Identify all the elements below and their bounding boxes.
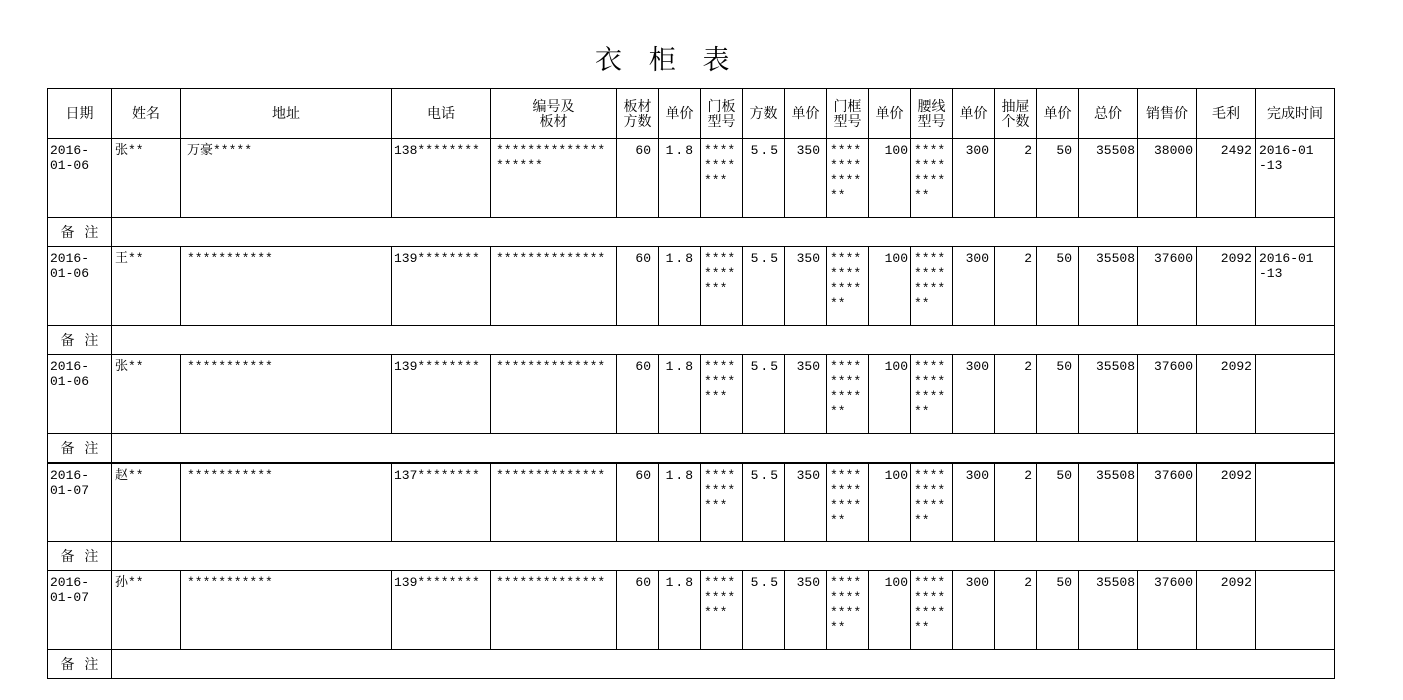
waist-model-cell: ************** bbox=[911, 463, 953, 542]
sale-price-cell: 37600 bbox=[1138, 247, 1197, 326]
door-qty-cell: 5.5 bbox=[743, 247, 785, 326]
waist-price-cell: 300 bbox=[953, 463, 995, 542]
header-board-qty: 板材 方数 bbox=[617, 89, 659, 139]
name-cell: 赵** bbox=[112, 463, 181, 542]
drawer-count-cell: 2 bbox=[995, 463, 1037, 542]
document-title: 衣 柜 表 bbox=[595, 45, 730, 75]
frame-model-cell: ************** bbox=[827, 463, 869, 542]
sale-price-cell: 38000 bbox=[1138, 139, 1197, 218]
profit-cell: 2092 bbox=[1197, 463, 1256, 542]
address-cell: *********** bbox=[181, 247, 392, 326]
done-date-cell bbox=[1256, 571, 1335, 650]
table-row bbox=[48, 247, 1335, 326]
done-date-cell bbox=[1256, 355, 1335, 434]
drawer-count-cell: 2 bbox=[995, 571, 1037, 650]
total-cell: 35508 bbox=[1079, 139, 1138, 218]
board-qty-cell: 60 bbox=[617, 247, 659, 326]
header-waist-model: 腰线 型号 bbox=[911, 89, 953, 139]
waist-price-cell: 300 bbox=[953, 571, 995, 650]
frame-model-cell: ************** bbox=[827, 571, 869, 650]
drawer-count-cell: 2 bbox=[995, 247, 1037, 326]
code-board-cell: ******************** bbox=[491, 139, 617, 218]
door-price-cell: 350 bbox=[785, 247, 827, 326]
name-cell: 孙** bbox=[112, 571, 181, 650]
door-qty-cell: 5.5 bbox=[743, 355, 785, 434]
sale-price-cell: 37600 bbox=[1138, 463, 1197, 542]
door-qty-cell: 5.5 bbox=[743, 463, 785, 542]
date-cell: 2016-01-07 bbox=[48, 571, 112, 650]
frame-price-cell: 100 bbox=[869, 139, 911, 218]
header-profit: 毛利 bbox=[1197, 89, 1256, 139]
frame-price-cell: 100 bbox=[869, 571, 911, 650]
done-date-cell: 2016-01-13 bbox=[1256, 247, 1335, 326]
board-price-cell: 1.8 bbox=[659, 571, 701, 650]
board-qty-cell: 60 bbox=[617, 571, 659, 650]
header-phone: 电话 bbox=[392, 89, 491, 139]
header-date: 日期 bbox=[48, 89, 112, 139]
date-cell: 2016-01-06 bbox=[48, 247, 112, 326]
code-board-cell: ************** bbox=[491, 247, 617, 326]
code-board-cell: ************** bbox=[491, 355, 617, 434]
header-drawer-price: 单价 bbox=[1037, 89, 1079, 139]
name-cell: 张** bbox=[112, 139, 181, 218]
header-frame-model: 门框 型号 bbox=[827, 89, 869, 139]
note-cell bbox=[112, 326, 1335, 355]
note-label: 备 注 bbox=[48, 434, 112, 463]
door-model-cell: *********** bbox=[701, 355, 743, 434]
frame-price-cell: 100 bbox=[869, 247, 911, 326]
note-cell bbox=[112, 542, 1335, 571]
table-row bbox=[48, 463, 1335, 542]
door-price-cell: 350 bbox=[785, 571, 827, 650]
board-qty-cell: 60 bbox=[617, 463, 659, 542]
total-cell: 35508 bbox=[1079, 247, 1138, 326]
drawer-price-cell: 50 bbox=[1037, 247, 1079, 326]
note-cell bbox=[112, 218, 1335, 247]
waist-model-cell: ************** bbox=[911, 139, 953, 218]
sale-price-cell: 37600 bbox=[1138, 355, 1197, 434]
header-waist-price: 单价 bbox=[953, 89, 995, 139]
header-code-board: 编号及 板材 bbox=[491, 89, 617, 139]
header-address: 地址 bbox=[181, 89, 392, 139]
drawer-price-cell: 50 bbox=[1037, 139, 1079, 218]
board-qty-cell: 60 bbox=[617, 139, 659, 218]
board-qty-cell: 60 bbox=[617, 355, 659, 434]
done-date-cell: 2016-01-13 bbox=[1256, 139, 1335, 218]
door-model-cell: *********** bbox=[701, 139, 743, 218]
total-cell: 35508 bbox=[1079, 463, 1138, 542]
date-cell: 2016-01-06 bbox=[48, 355, 112, 434]
note-row bbox=[48, 650, 1335, 679]
sale-price-cell: 37600 bbox=[1138, 571, 1197, 650]
door-model-cell: *********** bbox=[701, 571, 743, 650]
note-cell bbox=[112, 650, 1335, 679]
door-model-cell: *********** bbox=[701, 463, 743, 542]
note-row bbox=[48, 218, 1335, 247]
date-cell: 2016-01-06 bbox=[48, 139, 112, 218]
profit-cell: 2492 bbox=[1197, 139, 1256, 218]
door-price-cell: 350 bbox=[785, 355, 827, 434]
drawer-count-cell: 2 bbox=[995, 355, 1037, 434]
frame-model-cell: ************** bbox=[827, 247, 869, 326]
profit-cell: 2092 bbox=[1197, 571, 1256, 650]
phone-cell: 139******** bbox=[392, 571, 491, 650]
note-label: 备 注 bbox=[48, 650, 112, 679]
drawer-count-cell: 2 bbox=[995, 139, 1037, 218]
board-price-cell: 1.8 bbox=[659, 355, 701, 434]
total-cell: 35508 bbox=[1079, 355, 1138, 434]
door-price-cell: 350 bbox=[785, 139, 827, 218]
door-price-cell: 350 bbox=[785, 463, 827, 542]
note-cell bbox=[112, 434, 1335, 463]
board-price-cell: 1.8 bbox=[659, 139, 701, 218]
address-cell: *********** bbox=[181, 355, 392, 434]
waist-price-cell: 300 bbox=[953, 247, 995, 326]
door-qty-cell: 5.5 bbox=[743, 139, 785, 218]
note-label: 备 注 bbox=[48, 326, 112, 355]
header-board-price: 单价 bbox=[659, 89, 701, 139]
header-door-price: 单价 bbox=[785, 89, 827, 139]
code-board-cell: ************** bbox=[491, 463, 617, 542]
note-row bbox=[48, 434, 1335, 463]
address-cell: *********** bbox=[181, 571, 392, 650]
header-frame-price: 单价 bbox=[869, 89, 911, 139]
door-qty-cell: 5.5 bbox=[743, 571, 785, 650]
code-board-cell: ************** bbox=[491, 571, 617, 650]
waist-model-cell: ************** bbox=[911, 355, 953, 434]
note-row bbox=[48, 542, 1335, 571]
frame-model-cell: ************** bbox=[827, 355, 869, 434]
wardrobe-table bbox=[47, 88, 1335, 679]
header-sale-price: 销售价 bbox=[1138, 89, 1197, 139]
name-cell: 王** bbox=[112, 247, 181, 326]
drawer-price-cell: 50 bbox=[1037, 571, 1079, 650]
profit-cell: 2092 bbox=[1197, 355, 1256, 434]
waist-price-cell: 300 bbox=[953, 139, 995, 218]
date-cell: 2016-01-07 bbox=[48, 463, 112, 542]
drawer-price-cell: 50 bbox=[1037, 355, 1079, 434]
header-done-date: 完成时间 bbox=[1256, 89, 1335, 139]
frame-model-cell: ************** bbox=[827, 139, 869, 218]
note-label: 备 注 bbox=[48, 218, 112, 247]
table-row bbox=[48, 571, 1335, 650]
header-row bbox=[48, 89, 1335, 139]
drawer-price-cell: 50 bbox=[1037, 463, 1079, 542]
header-drawer-count: 抽屉 个数 bbox=[995, 89, 1037, 139]
header-total: 总价 bbox=[1079, 89, 1138, 139]
door-model-cell: *********** bbox=[701, 247, 743, 326]
done-date-cell bbox=[1256, 463, 1335, 542]
header-name: 姓名 bbox=[112, 89, 181, 139]
note-label: 备 注 bbox=[48, 542, 112, 571]
header-door-qty: 方数 bbox=[743, 89, 785, 139]
table-row bbox=[48, 355, 1335, 434]
waist-model-cell: ************** bbox=[911, 571, 953, 650]
profit-cell: 2092 bbox=[1197, 247, 1256, 326]
address-cell: *********** bbox=[181, 463, 392, 542]
phone-cell: 139******** bbox=[392, 355, 491, 434]
waist-model-cell: ************** bbox=[911, 247, 953, 326]
board-price-cell: 1.8 bbox=[659, 463, 701, 542]
board-price-cell: 1.8 bbox=[659, 247, 701, 326]
address-cell: 万豪***** bbox=[181, 139, 392, 218]
note-row bbox=[48, 326, 1335, 355]
frame-price-cell: 100 bbox=[869, 463, 911, 542]
total-cell: 35508 bbox=[1079, 571, 1138, 650]
frame-price-cell: 100 bbox=[869, 355, 911, 434]
name-cell: 张** bbox=[112, 355, 181, 434]
table-row bbox=[48, 139, 1335, 218]
waist-price-cell: 300 bbox=[953, 355, 995, 434]
phone-cell: 137******** bbox=[392, 463, 491, 542]
phone-cell: 139******** bbox=[392, 247, 491, 326]
phone-cell: 138******** bbox=[392, 139, 491, 218]
header-door-model: 门板 型号 bbox=[701, 89, 743, 139]
